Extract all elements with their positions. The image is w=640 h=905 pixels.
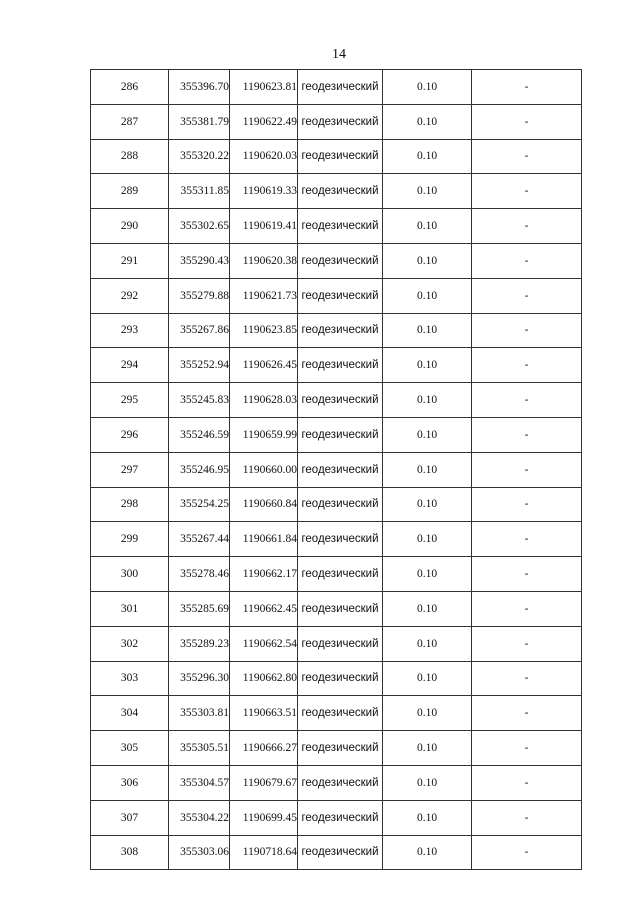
x-coordinate-cell: 355267.44 <box>169 522 230 557</box>
point-number-cell: 295 <box>91 383 169 418</box>
note-cell: - <box>472 626 582 661</box>
y-coordinate-cell: 1190662.17 <box>230 557 298 592</box>
table-row <box>91 765 582 800</box>
x-coordinate-cell: 355303.06 <box>169 835 230 870</box>
y-coordinate-cell: 1190620.03 <box>230 139 298 174</box>
y-coordinate-cell: 1190619.33 <box>230 174 298 209</box>
table-row <box>91 209 582 244</box>
x-coordinate-cell: 355305.51 <box>169 731 230 766</box>
note-cell: - <box>472 452 582 487</box>
note-cell: - <box>472 278 582 313</box>
table-row <box>91 104 582 139</box>
note-cell: - <box>472 104 582 139</box>
table-body <box>91 70 582 870</box>
table-row <box>91 487 582 522</box>
table-row <box>91 626 582 661</box>
method-cell: геодезический <box>298 383 383 418</box>
accuracy-cell: 0.10 <box>383 209 472 244</box>
method-cell: геодезический <box>298 348 383 383</box>
x-coordinate-cell: 355304.22 <box>169 800 230 835</box>
method-cell: геодезический <box>298 765 383 800</box>
x-coordinate-cell: 355290.43 <box>169 243 230 278</box>
accuracy-cell: 0.10 <box>383 626 472 661</box>
x-coordinate-cell: 355267.86 <box>169 313 230 348</box>
accuracy-cell: 0.10 <box>383 661 472 696</box>
method-cell: геодезический <box>298 487 383 522</box>
note-cell: - <box>472 731 582 766</box>
point-number-cell: 294 <box>91 348 169 383</box>
x-coordinate-cell: 355296.30 <box>169 661 230 696</box>
accuracy-cell: 0.10 <box>383 139 472 174</box>
point-number-cell: 290 <box>91 209 169 244</box>
y-coordinate-cell: 1190660.00 <box>230 452 298 487</box>
y-coordinate-cell: 1190663.51 <box>230 696 298 731</box>
accuracy-cell: 0.10 <box>383 800 472 835</box>
method-cell: геодезический <box>298 731 383 766</box>
x-coordinate-cell: 355303.81 <box>169 696 230 731</box>
point-number-cell: 300 <box>91 557 169 592</box>
point-number-cell: 297 <box>91 452 169 487</box>
x-coordinate-cell: 355246.95 <box>169 452 230 487</box>
x-coordinate-cell: 355245.83 <box>169 383 230 418</box>
y-coordinate-cell: 1190662.45 <box>230 591 298 626</box>
table-row <box>91 174 582 209</box>
note-cell: - <box>472 835 582 870</box>
point-number-cell: 293 <box>91 313 169 348</box>
x-coordinate-cell: 355304.57 <box>169 765 230 800</box>
accuracy-cell: 0.10 <box>383 174 472 209</box>
method-cell: геодезический <box>298 313 383 348</box>
accuracy-cell: 0.10 <box>383 313 472 348</box>
page-number: 14 <box>332 47 346 62</box>
y-coordinate-cell: 1190660.84 <box>230 487 298 522</box>
point-number-cell: 305 <box>91 731 169 766</box>
table-row <box>91 70 582 105</box>
y-coordinate-cell: 1190661.84 <box>230 522 298 557</box>
accuracy-cell: 0.10 <box>383 452 472 487</box>
method-cell: геодезический <box>298 452 383 487</box>
point-number-cell: 302 <box>91 626 169 661</box>
x-coordinate-cell: 355246.59 <box>169 417 230 452</box>
x-coordinate-cell: 355311.85 <box>169 174 230 209</box>
y-coordinate-cell: 1190659.99 <box>230 417 298 452</box>
method-cell: геодезический <box>298 661 383 696</box>
x-coordinate-cell: 355289.23 <box>169 626 230 661</box>
method-cell: геодезический <box>298 104 383 139</box>
point-number-cell: 301 <box>91 591 169 626</box>
point-number-cell: 307 <box>91 800 169 835</box>
x-coordinate-cell: 355396.70 <box>169 70 230 105</box>
note-cell: - <box>472 313 582 348</box>
point-number-cell: 298 <box>91 487 169 522</box>
y-coordinate-cell: 1190662.54 <box>230 626 298 661</box>
accuracy-cell: 0.10 <box>383 243 472 278</box>
note-cell: - <box>472 209 582 244</box>
note-cell: - <box>472 487 582 522</box>
table-row <box>91 452 582 487</box>
method-cell: геодезический <box>298 522 383 557</box>
table-row <box>91 661 582 696</box>
method-cell: геодезический <box>298 278 383 313</box>
note-cell: - <box>472 661 582 696</box>
y-coordinate-cell: 1190628.03 <box>230 383 298 418</box>
table-row <box>91 800 582 835</box>
table-row <box>91 591 582 626</box>
point-number-cell: 306 <box>91 765 169 800</box>
accuracy-cell: 0.10 <box>383 417 472 452</box>
point-number-cell: 292 <box>91 278 169 313</box>
note-cell: - <box>472 174 582 209</box>
accuracy-cell: 0.10 <box>383 765 472 800</box>
table-row <box>91 835 582 870</box>
coordinates-table <box>90 69 582 870</box>
accuracy-cell: 0.10 <box>383 348 472 383</box>
accuracy-cell: 0.10 <box>383 522 472 557</box>
y-coordinate-cell: 1190623.81 <box>230 70 298 105</box>
x-coordinate-cell: 355252.94 <box>169 348 230 383</box>
point-number-cell: 304 <box>91 696 169 731</box>
table-row <box>91 243 582 278</box>
y-coordinate-cell: 1190620.38 <box>230 243 298 278</box>
method-cell: геодезический <box>298 417 383 452</box>
note-cell: - <box>472 383 582 418</box>
note-cell: - <box>472 765 582 800</box>
x-coordinate-cell: 355320.22 <box>169 139 230 174</box>
note-cell: - <box>472 70 582 105</box>
note-cell: - <box>472 557 582 592</box>
note-cell: - <box>472 591 582 626</box>
accuracy-cell: 0.10 <box>383 383 472 418</box>
point-number-cell: 287 <box>91 104 169 139</box>
accuracy-cell: 0.10 <box>383 731 472 766</box>
y-coordinate-cell: 1190699.45 <box>230 800 298 835</box>
point-number-cell: 303 <box>91 661 169 696</box>
y-coordinate-cell: 1190666.27 <box>230 731 298 766</box>
note-cell: - <box>472 348 582 383</box>
x-coordinate-cell: 355279.88 <box>169 278 230 313</box>
table-row <box>91 557 582 592</box>
x-coordinate-cell: 355278.46 <box>169 557 230 592</box>
x-coordinate-cell: 355285.69 <box>169 591 230 626</box>
point-number-cell: 288 <box>91 139 169 174</box>
note-cell: - <box>472 139 582 174</box>
table-row <box>91 313 582 348</box>
table-row <box>91 278 582 313</box>
note-cell: - <box>472 696 582 731</box>
accuracy-cell: 0.10 <box>383 591 472 626</box>
y-coordinate-cell: 1190718.64 <box>230 835 298 870</box>
method-cell: геодезический <box>298 696 383 731</box>
y-coordinate-cell: 1190626.45 <box>230 348 298 383</box>
x-coordinate-cell: 355302.65 <box>169 209 230 244</box>
point-number-cell: 291 <box>91 243 169 278</box>
accuracy-cell: 0.10 <box>383 696 472 731</box>
method-cell: геодезический <box>298 70 383 105</box>
point-number-cell: 296 <box>91 417 169 452</box>
x-coordinate-cell: 355381.79 <box>169 104 230 139</box>
accuracy-cell: 0.10 <box>383 835 472 870</box>
method-cell: геодезический <box>298 626 383 661</box>
note-cell: - <box>472 417 582 452</box>
method-cell: геодезический <box>298 557 383 592</box>
method-cell: геодезический <box>298 209 383 244</box>
point-number-cell: 286 <box>91 70 169 105</box>
x-coordinate-cell: 355254.25 <box>169 487 230 522</box>
note-cell: - <box>472 243 582 278</box>
method-cell: геодезический <box>298 174 383 209</box>
accuracy-cell: 0.10 <box>383 487 472 522</box>
table-row <box>91 383 582 418</box>
table-row <box>91 348 582 383</box>
table-row <box>91 139 582 174</box>
method-cell: геодезический <box>298 243 383 278</box>
y-coordinate-cell: 1190679.67 <box>230 765 298 800</box>
table-row <box>91 696 582 731</box>
y-coordinate-cell: 1190621.73 <box>230 278 298 313</box>
y-coordinate-cell: 1190622.49 <box>230 104 298 139</box>
y-coordinate-cell: 1190619.41 <box>230 209 298 244</box>
accuracy-cell: 0.10 <box>383 70 472 105</box>
method-cell: геодезический <box>298 835 383 870</box>
note-cell: - <box>472 522 582 557</box>
method-cell: геодезический <box>298 591 383 626</box>
note-cell: - <box>472 800 582 835</box>
point-number-cell: 289 <box>91 174 169 209</box>
method-cell: геодезический <box>298 800 383 835</box>
y-coordinate-cell: 1190623.85 <box>230 313 298 348</box>
y-coordinate-cell: 1190662.80 <box>230 661 298 696</box>
accuracy-cell: 0.10 <box>383 278 472 313</box>
method-cell: геодезический <box>298 139 383 174</box>
point-number-cell: 308 <box>91 835 169 870</box>
table-row <box>91 522 582 557</box>
accuracy-cell: 0.10 <box>383 104 472 139</box>
point-number-cell: 299 <box>91 522 169 557</box>
table-row <box>91 731 582 766</box>
table-row <box>91 417 582 452</box>
accuracy-cell: 0.10 <box>383 557 472 592</box>
